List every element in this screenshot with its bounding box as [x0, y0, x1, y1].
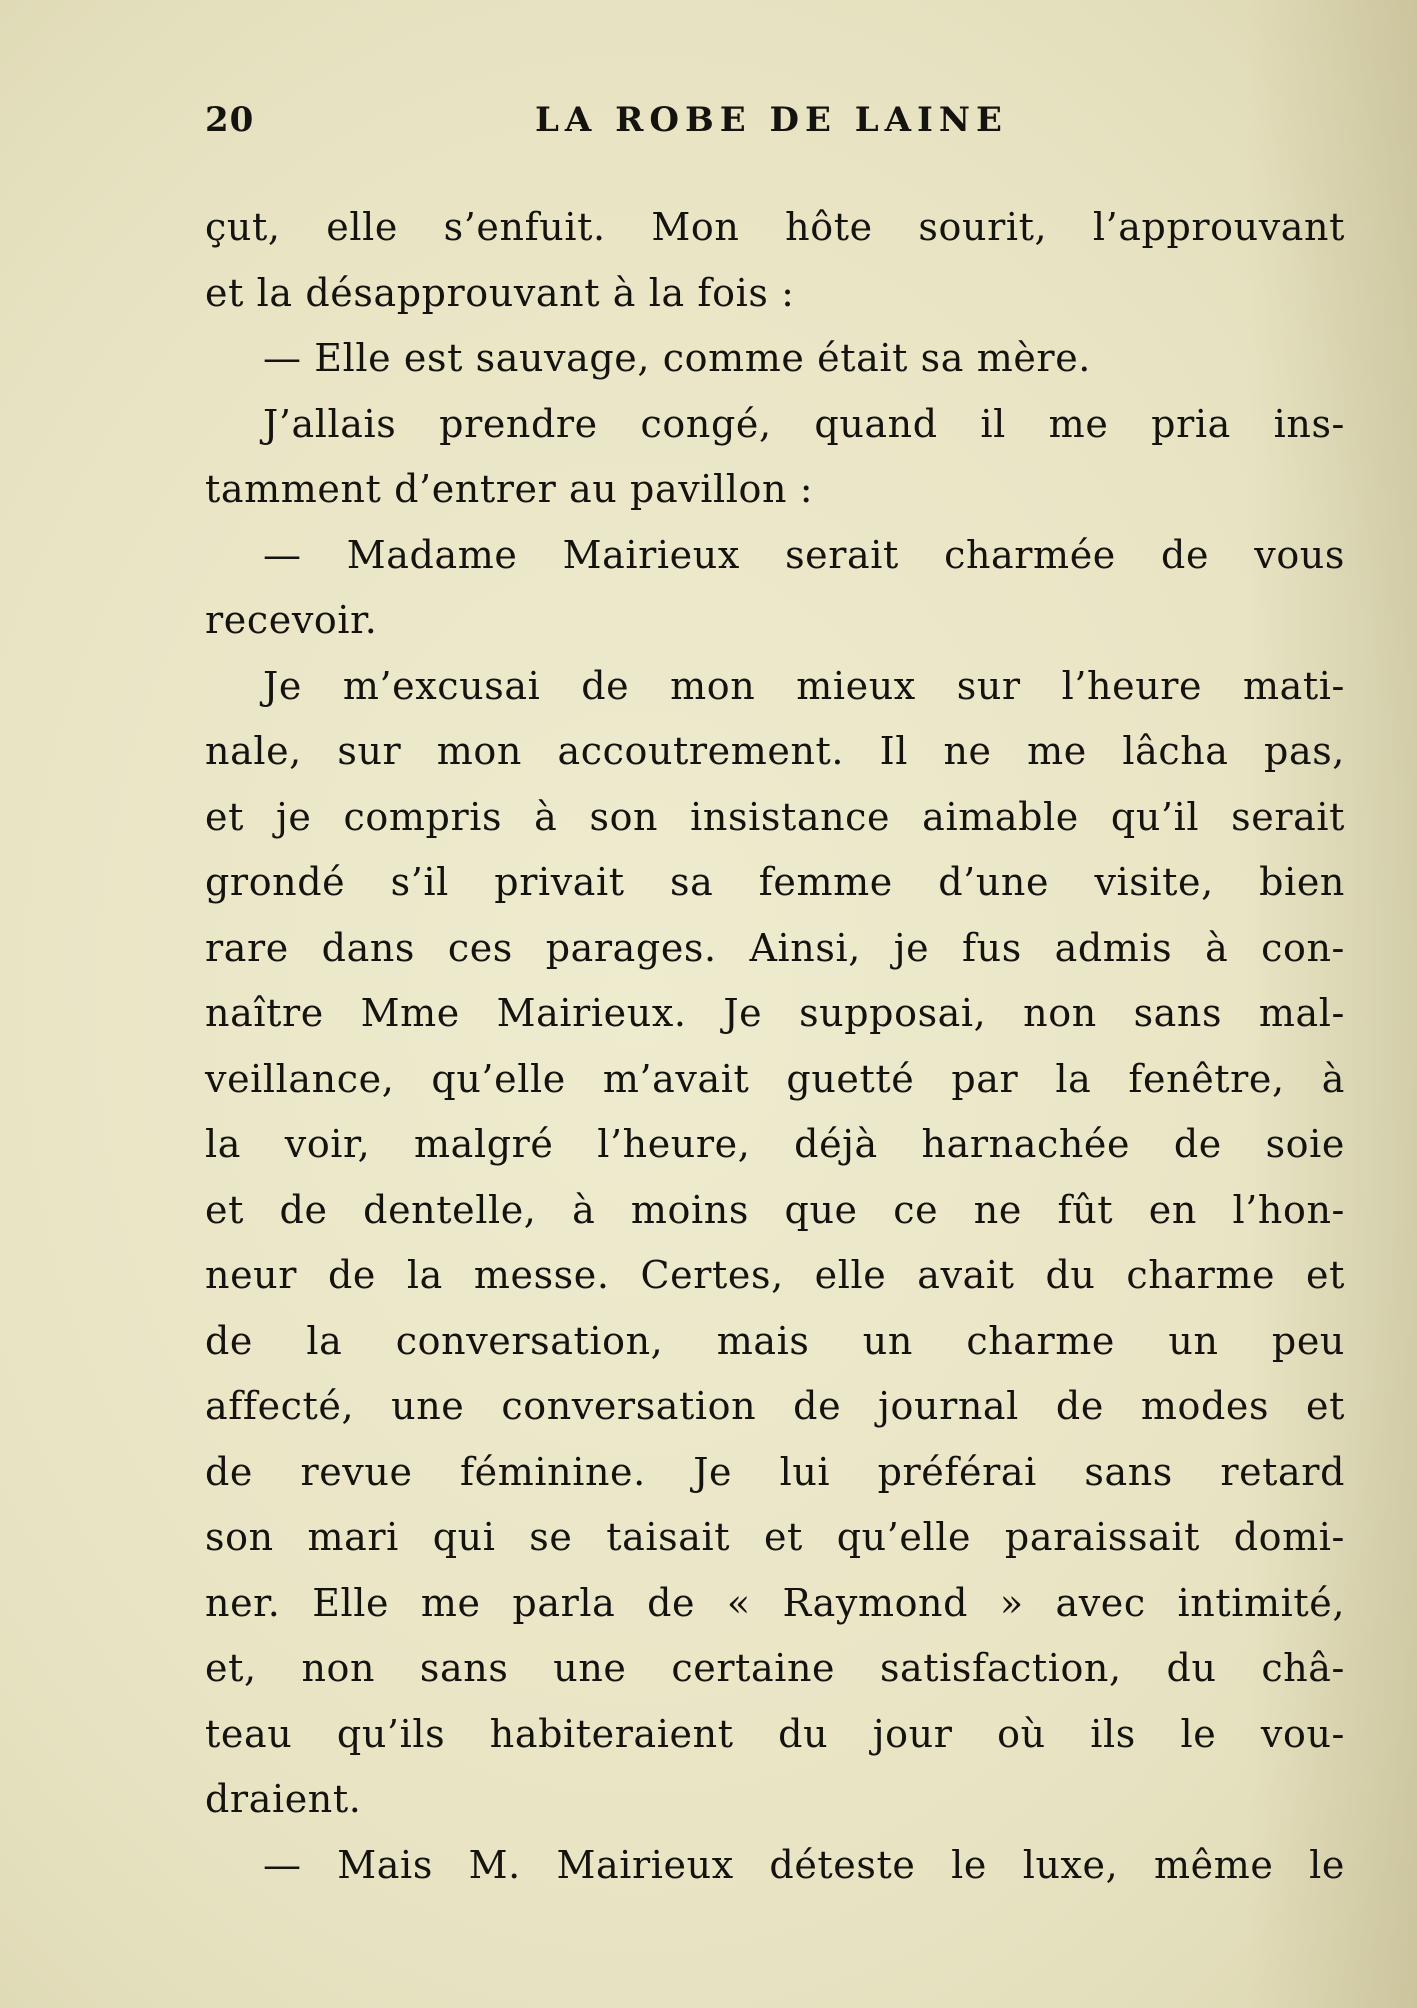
text-line: recevoir.	[205, 598, 378, 642]
text-line: draient.	[205, 1777, 362, 1821]
text-line: Je m’excusai de mon mieux sur l’heure mati-	[263, 663, 1345, 708]
text-line: çut, elle s’enfuit. Mon hôte sourit, l’approuvant	[205, 205, 1345, 249]
text-line: et, non sans une certaine satisfaction, du châ-	[205, 1646, 1345, 1690]
text-line: et la désapprouvant à la fois :	[205, 270, 795, 315]
text-line: neur de la messe. Certes, elle avait du charme et	[205, 1253, 1345, 1297]
page-header	[205, 100, 1345, 160]
text-line: grondé s’il privait sa femme d’une visite, bien	[205, 860, 1345, 904]
text-line: tamment d’entrer au pavillon :	[205, 467, 814, 511]
text-line: J’allais prendre congé, quand il me pria ins-	[263, 401, 1345, 446]
running-title: LA ROBE DE LAINE	[535, 100, 1008, 140]
text-line: — Mais M. Mairieux déteste le luxe, même le	[263, 1842, 1345, 1887]
text-line: nale, sur mon accoutrement. Il ne me lâcha pas,	[205, 729, 1345, 773]
text-line: et de dentelle, à moins que ce ne fût en l’hon-	[205, 1187, 1345, 1232]
text-line: de la conversation, mais un charme un peu	[205, 1318, 1345, 1363]
text-line: naître Mme Mairieux. Je supposai, non sans mal-	[205, 991, 1345, 1035]
text-line: — Elle est sauvage, comme était sa mère.	[263, 336, 1091, 380]
text-line: son mari qui se taisait et qu’elle paraissait domi-	[205, 1515, 1345, 1559]
text-line: et je compris à son insistance aimable qu’il serait	[205, 794, 1345, 839]
body-text	[205, 195, 1345, 1898]
page-number: 20	[205, 100, 255, 140]
text-line: ner. Elle me parla de « Raymond » avec intimité,	[205, 1580, 1345, 1625]
text-line: — Madame Mairieux serait charmée de vous	[263, 532, 1345, 577]
text-line: veillance, qu’elle m’avait guetté par la fenêtre, à	[205, 1056, 1345, 1101]
text-line: affecté, une conversation de journal de modes et	[205, 1384, 1345, 1428]
text-line: de revue féminine. Je lui préférai sans retard	[205, 1449, 1345, 1494]
text-line: rare dans ces parages. Ainsi, je fus admis à con-	[205, 925, 1345, 970]
text-line: la voir, malgré l’heure, déjà harnachée de soie	[205, 1122, 1345, 1166]
text-line: teau qu’ils habiteraient du jour où ils le vou-	[205, 1711, 1345, 1756]
